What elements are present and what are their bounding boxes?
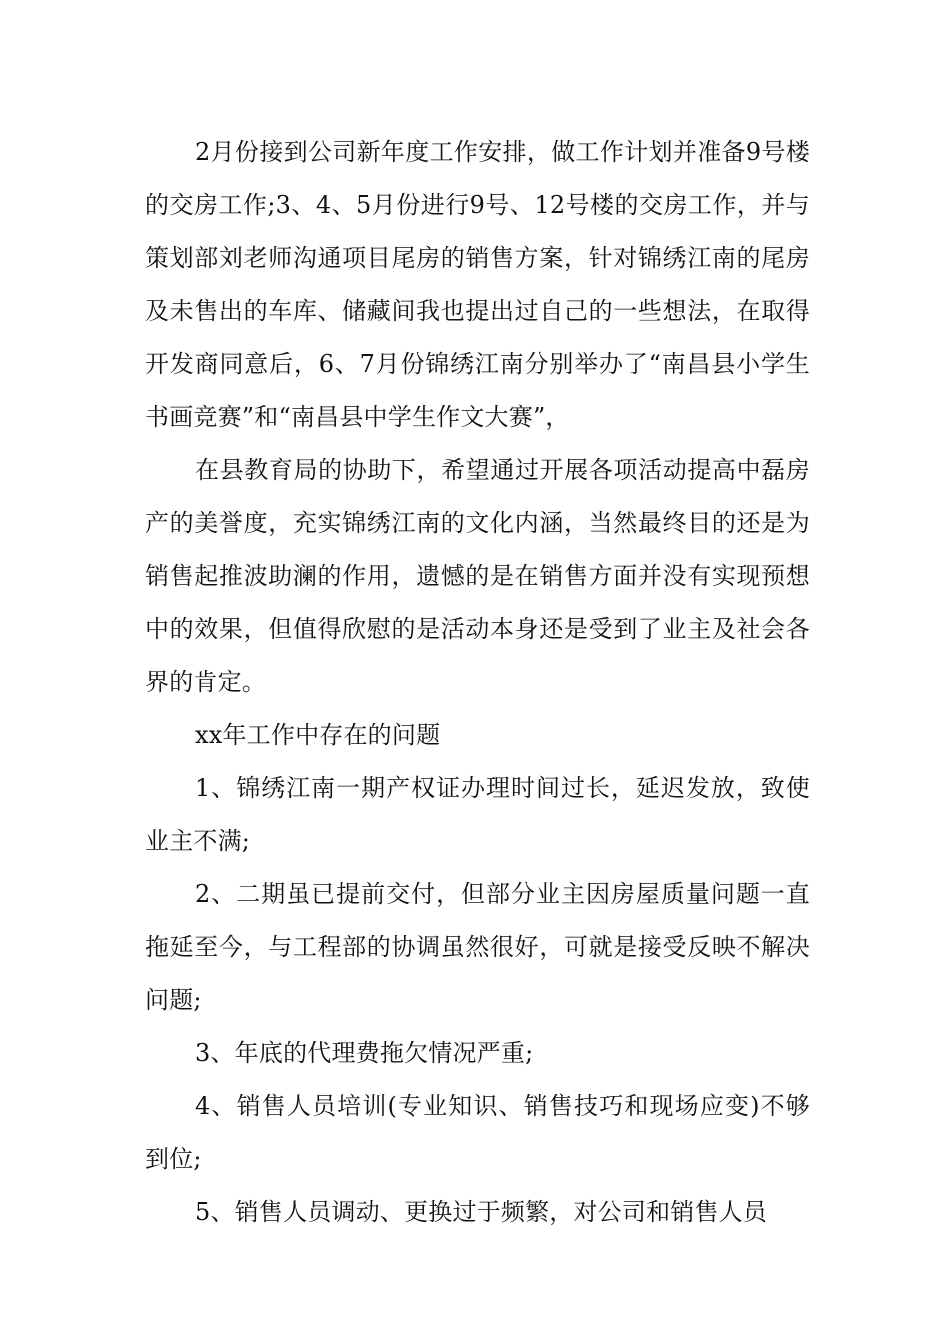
paragraph-activities-effect: 在县教育局的协助下，希望通过开展各项活动提高中磊房产的美誉度，充实锦绣江南的文化内涵，当然最终目的还是为销售起推波助澜的作用，遗憾的是在销售方面并没有实现预想中的效果，但值得欣慰的是活动本身还是受到了业主及社会各界的肯定。: [145, 456, 810, 696]
problem-item-4: 4、销售人员培训(专业知识、销售技巧和现场应变)不够到位;: [145, 1092, 810, 1173]
problem-item-1: 1、锦绣江南一期产权证办理时间过长，延迟发放，致使业主不满;: [145, 774, 810, 855]
document-body: [145, 126, 810, 1239]
problem-item-3: 3、年底的代理费拖欠情况严重;: [195, 1039, 534, 1067]
problem-item-2: 2、二期虽已提前交付，但部分业主因房屋质量问题一直拖延至今，与工程部的协调虽然很好，可就是接受反映不解决问题;: [145, 880, 810, 1014]
section-heading-problems: xx年工作中存在的问题: [195, 721, 441, 749]
paragraph-work-schedule: 2月份接到公司新年度工作安排，做工作计划并准备9号楼的交房工作;3、4、5月份进行9号、12号楼的交房工作，并与策划部刘老师沟通项目尾房的销售方案，针对锦绣江南的尾房及未售出的车库、储藏间我也提出过自己的一些想法，在取得开发商同意后，6、7月份锦绣江南分别举办了“南昌县小学生书画竞赛”和“南昌县中学生作文大赛”，: [145, 138, 810, 431]
problem-item-5: 5、销售人员调动、更换过于频繁，对公司和销售人员: [195, 1198, 768, 1226]
